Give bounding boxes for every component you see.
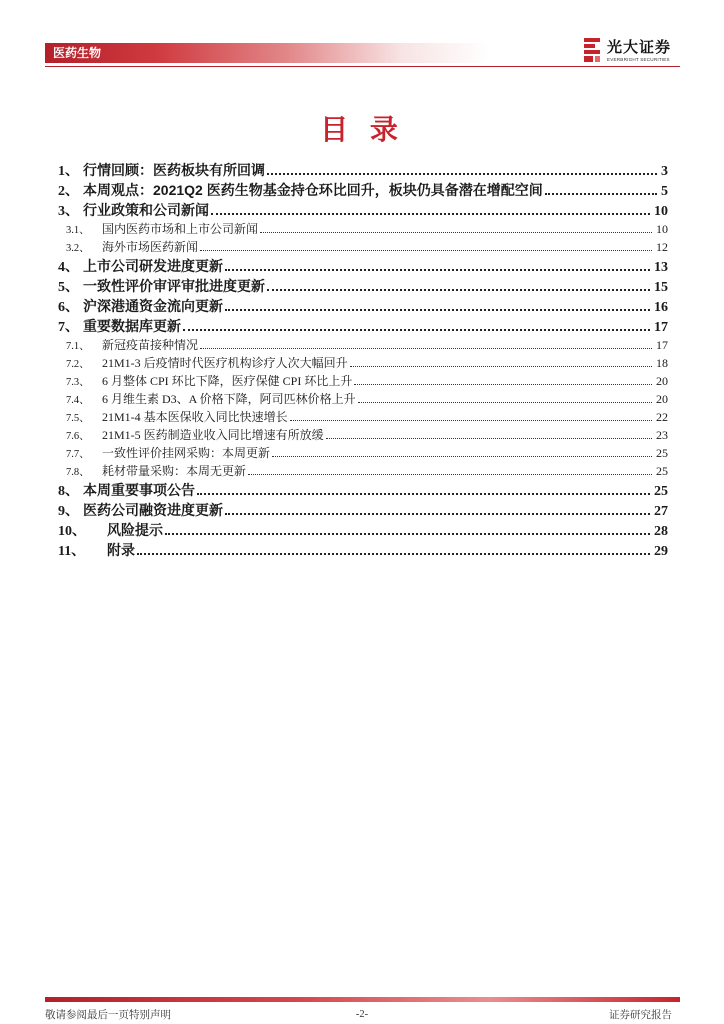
toc-entry-title: 风险提示	[107, 522, 163, 538]
toc-entry-number: 3、	[58, 204, 79, 219]
toc-entry-title: 21M1-4 基本医保收入同比快速增长	[102, 410, 288, 424]
toc-entry-page: 22	[656, 410, 668, 424]
toc-leader-dots	[290, 419, 652, 421]
toc-leader-dots	[183, 328, 650, 331]
toc-entry-title: 一致性评价审评审批进度更新	[83, 278, 265, 294]
footer-document-type: 证券研究报告	[609, 1009, 672, 1021]
toc-entry-page: 13	[654, 260, 668, 275]
toc-entry-title: 上市公司研发进度更新	[83, 258, 223, 274]
toc-entry-10[interactable]	[58, 520, 668, 540]
toc-entry-title: 沪深港通资金流向更新	[83, 298, 223, 314]
toc-entry-number: 7.6、	[66, 431, 90, 442]
toc-entry-4[interactable]	[58, 256, 668, 276]
toc-entry-7-3[interactable]	[58, 372, 668, 390]
toc-entry-title: 21M1-5 医药制造业收入同比增速有所放缓	[102, 428, 324, 442]
toc-leader-dots	[211, 212, 650, 215]
toc-leader-dots	[260, 231, 652, 233]
toc-entry-page: 12	[656, 240, 668, 254]
toc-entry-number: 7.1、	[66, 341, 90, 352]
logo-subtitle: EVERBRIGHT SECURITIES	[607, 57, 670, 62]
toc-entry-number: 1、	[58, 164, 79, 179]
toc-entry-7-2[interactable]	[58, 354, 668, 372]
toc-leader-dots	[545, 192, 657, 195]
toc-entry-number: 8、	[58, 484, 79, 499]
toc-entry-number: 10、	[58, 524, 86, 539]
toc-entry-number: 11、	[58, 544, 86, 559]
toc-leader-dots	[165, 532, 650, 535]
toc-entry-1[interactable]	[58, 160, 668, 180]
toc-entry-9[interactable]	[58, 500, 668, 520]
toc-entry-page: 25	[656, 446, 668, 460]
toc-entry-number: 4、	[58, 260, 79, 275]
toc-heading: 目 录	[320, 113, 404, 146]
toc-entry-page: 10	[656, 222, 668, 236]
toc-entry-number: 7.2、	[66, 359, 90, 370]
toc-entry-title: 医药公司融资进度更新	[83, 502, 223, 518]
toc-leader-dots	[197, 492, 650, 495]
toc-entry-number: 7.4、	[66, 395, 90, 406]
header-divider	[45, 66, 680, 67]
toc-entry-page: 10	[654, 204, 668, 219]
toc-entry-title: 本周观点：2021Q2 医药生物基金持仓环比回升，板块仍具备潜在增配空间	[83, 182, 543, 198]
toc-entry-page: 16	[654, 300, 668, 315]
toc-entry-number: 6、	[58, 300, 79, 315]
toc-entry-title: 6 月维生素 D3、A 价格下降，阿司匹林价格上升	[102, 392, 356, 406]
toc-entry-number: 9、	[58, 504, 79, 519]
toc-entry-3-1[interactable]	[58, 220, 668, 238]
toc-entry-page: 15	[654, 280, 668, 295]
toc-entry-page: 3	[661, 164, 668, 179]
toc-entry-title: 国内医药市场和上市公司新闻	[102, 222, 259, 236]
toc-entry-title: 6 月整体 CPI 环比下降，医疗保健 CPI 环比上升	[102, 374, 353, 388]
toc-leader-dots	[326, 437, 652, 439]
toc-entry-11[interactable]	[58, 540, 668, 560]
toc-entry-7-4[interactable]	[58, 390, 668, 408]
toc-leader-dots	[358, 401, 652, 403]
toc-entry-page: 17	[656, 338, 668, 352]
toc-entry-title: 本周重要事项公告	[83, 482, 195, 498]
sector-banner	[45, 43, 490, 63]
sector-label: 医药生物	[53, 46, 102, 60]
toc-entry-title: 行业政策和公司新闻	[83, 202, 209, 218]
toc-entry-page: 5	[661, 184, 668, 199]
toc-entry-number: 3.1、	[66, 225, 90, 236]
toc-entry-page: 28	[654, 524, 668, 539]
toc-leader-dots	[350, 365, 652, 367]
toc-entry-number: 7.5、	[66, 413, 90, 424]
toc-entry-7-7[interactable]	[58, 444, 668, 462]
toc-entry-page: 18	[656, 356, 668, 370]
toc-entry-page: 27	[654, 504, 668, 519]
toc-entry-number: 7.8、	[66, 467, 90, 478]
toc-leader-dots	[248, 473, 652, 475]
toc-entry-title: 耗材带量采购：本周无更新	[102, 464, 247, 478]
footer-divider	[45, 997, 680, 1002]
toc-entry-title: 附录	[107, 542, 135, 558]
footer-page-number: -2-	[355, 1009, 369, 1020]
toc-entry-7-1[interactable]	[58, 336, 668, 354]
toc-leader-dots	[200, 347, 652, 349]
toc-leader-dots	[200, 249, 652, 251]
toc-entry-title: 重要数据库更新	[83, 318, 181, 334]
table-of-contents	[58, 160, 668, 560]
toc-entry-6[interactable]	[58, 296, 668, 316]
toc-entry-2[interactable]	[58, 180, 668, 200]
toc-entry-page: 23	[656, 428, 668, 442]
toc-entry-7-5[interactable]	[58, 408, 668, 426]
toc-leader-dots	[137, 552, 650, 555]
toc-entry-title: 新冠疫苗接种情况	[102, 338, 199, 352]
toc-entry-number: 7.7、	[66, 449, 90, 460]
toc-leader-dots	[225, 308, 650, 311]
toc-entry-number: 7.3、	[66, 377, 90, 388]
toc-entry-title: 行情回顾：医药板块有所回调	[83, 162, 265, 178]
toc-leader-dots	[354, 383, 652, 385]
toc-entry-5[interactable]	[58, 276, 668, 296]
toc-entry-title: 21M1-3 后疫情时代医疗机构诊疗人次大幅回升	[102, 356, 348, 370]
toc-entry-7-6[interactable]	[58, 426, 668, 444]
toc-entry-number: 2、	[58, 184, 79, 199]
toc-entry-page: 17	[654, 320, 668, 335]
logo-name: 光大证券	[607, 38, 672, 56]
toc-entry-3[interactable]	[58, 200, 668, 220]
toc-entry-page: 20	[656, 374, 668, 388]
toc-leader-dots	[267, 172, 657, 175]
toc-entry-8[interactable]	[58, 480, 668, 500]
toc-entry-3-2[interactable]	[58, 238, 668, 256]
toc-entry-page: 29	[654, 544, 668, 559]
toc-entry-number: 3.2、	[66, 243, 90, 254]
footer-disclaimer: 敬请参阅最后一页特别声明	[45, 1009, 171, 1021]
company-logo	[582, 37, 682, 65]
toc-entry-7[interactable]	[58, 316, 668, 336]
toc-entry-page: 25	[656, 464, 668, 478]
toc-leader-dots	[225, 268, 650, 271]
toc-leader-dots	[267, 288, 650, 291]
toc-entry-7-8[interactable]	[58, 462, 668, 480]
toc-leader-dots	[225, 512, 650, 515]
everbright-emblem-icon	[582, 37, 602, 63]
toc-entry-number: 5、	[58, 280, 79, 295]
toc-entry-page: 25	[654, 484, 668, 499]
toc-entry-title: 海外市场医药新闻	[102, 240, 199, 254]
toc-entry-title: 一致性评价挂网采购：本周更新	[102, 446, 271, 460]
toc-entry-number: 7、	[58, 320, 79, 335]
toc-entry-page: 20	[656, 392, 668, 406]
toc-leader-dots	[272, 455, 652, 457]
